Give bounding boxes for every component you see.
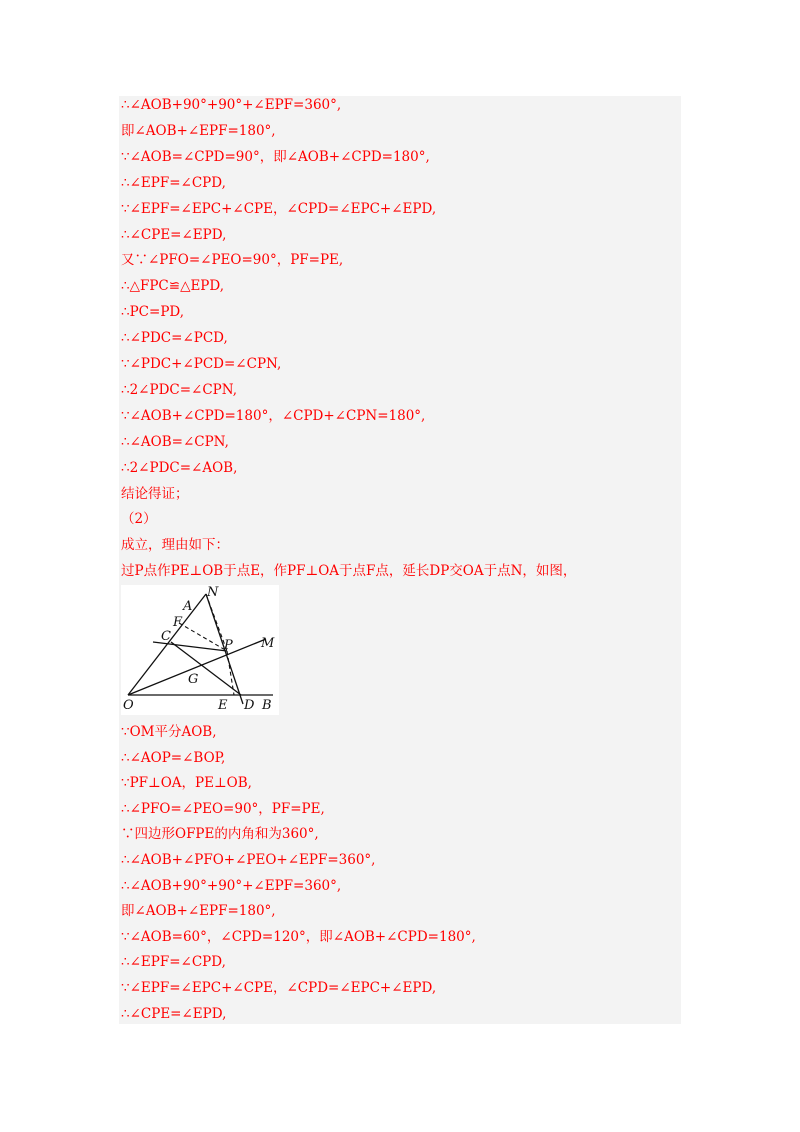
- solution-line: 又∵∠PFO=∠PEO=90°，PF=PE,: [121, 252, 344, 269]
- label-o: O: [123, 698, 134, 713]
- solution-line: ∴∠AOB+∠PFO+∠PEO+∠EPF=360°,: [121, 852, 376, 868]
- solution-line: ∴∠CPE=∠EPD,: [121, 1005, 227, 1022]
- geometry-figure: [121, 585, 279, 715]
- solution-line: ∴△FPC≌△EPD,: [121, 278, 225, 295]
- solution-line: ∴∠CPE=∠EPD,: [121, 226, 227, 243]
- solution-line: 结论得证；: [121, 485, 189, 502]
- label-b: B: [262, 698, 272, 713]
- solution-line: 过P点作PE⊥OB于点E，作PF⊥OA于点F点，延长DP交OA于点N，如图，: [121, 563, 577, 580]
- solution-line: ∴∠EPF=∠CPD,: [121, 174, 226, 191]
- solution-line: ∴∠AOB=∠CPN,: [121, 433, 229, 450]
- solution-line: ∵PF⊥OA，PE⊥OB,: [121, 775, 252, 792]
- solution-line: ∴2∠PDC=∠CPN,: [121, 381, 238, 398]
- label-g: G: [188, 672, 199, 687]
- solution-line: ∴PC=PD,: [121, 304, 185, 321]
- solution-line: ∵OM平分AOB,: [121, 724, 217, 740]
- solution-line: 即∠AOB+∠EPF=180°,: [121, 903, 276, 920]
- solution-line: ∵∠AOB+∠CPD=180°，∠CPD+∠CPN=180°,: [121, 407, 426, 424]
- solution-line: 即∠AOB+∠EPF=180°,: [121, 122, 276, 139]
- solution-line: ∴∠AOP=∠BOP,: [121, 749, 226, 766]
- solution-line: ∵∠AOB=60°，∠CPD=120°，即∠AOB+∠CPD=180°,: [121, 928, 476, 945]
- label-a: A: [183, 599, 193, 614]
- solution-line: ∴∠AOB+90°+90°+∠EPF=360°,: [121, 877, 342, 894]
- solution-line: ∵四边形OFPE的内角和为360°,: [121, 826, 319, 843]
- label-e: E: [218, 698, 228, 713]
- solution-line: ∵∠AOB=∠CPD=90°，即∠AOB+∠CPD=180°,: [121, 148, 430, 165]
- solution-line: ∴∠PFO=∠PEO=90°，PF=PE,: [121, 800, 325, 817]
- solution-line: ∵∠PDC+∠PCD=∠CPN,: [121, 356, 282, 372]
- solution-line: （2）: [121, 511, 157, 528]
- solution-line: ∵∠EPF=∠EPC+∠CPE，∠CPD=∠EPC+∠EPD,: [121, 980, 437, 996]
- solution-line: ∴∠EPF=∠CPD,: [121, 954, 226, 971]
- label-c: C: [161, 629, 171, 644]
- solution-line: ∴∠AOB+90°+90°+∠EPF=360°,: [121, 97, 342, 113]
- label-n: N: [207, 585, 219, 600]
- solution-line: ∴∠PDC=∠PCD,: [121, 330, 228, 347]
- label-m: M: [261, 636, 275, 651]
- geometry-diagram: [121, 585, 279, 715]
- label-d: D: [244, 698, 255, 713]
- solution-line: ∵∠EPF=∠EPC+∠CPE，∠CPD=∠EPC+∠EPD,: [121, 200, 437, 217]
- solution-line: ∴2∠PDC=∠AOB,: [121, 459, 238, 476]
- solution-line: 成立，理由如下：: [121, 537, 229, 554]
- label-p: P: [224, 638, 233, 653]
- label-f: F: [173, 615, 183, 630]
